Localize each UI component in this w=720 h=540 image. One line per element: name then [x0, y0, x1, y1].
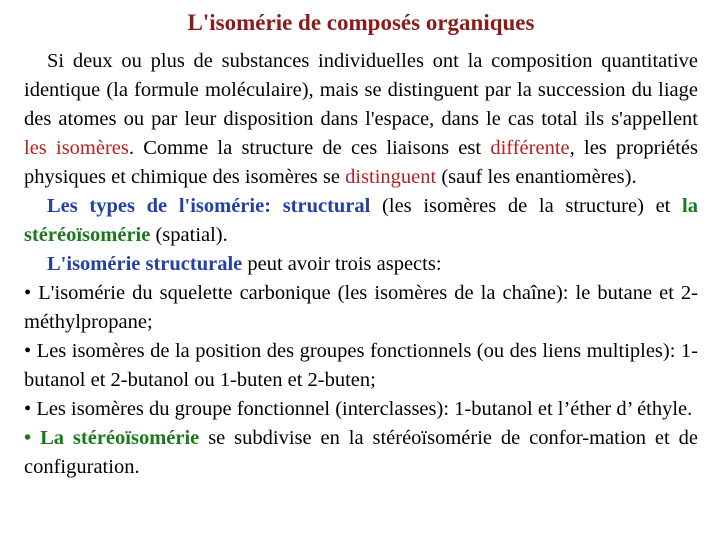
term-structural: structural	[282, 195, 371, 217]
term-stereoisomerie-item: La stéréoïsomérie	[40, 427, 200, 449]
list-item	[24, 337, 698, 395]
types-paragraph	[24, 192, 698, 250]
bullet-icon: •	[24, 340, 32, 362]
bullet-icon: •	[24, 398, 32, 420]
text-run: . Comme la structure de ces liaisons est	[128, 137, 491, 159]
list-item	[24, 424, 698, 482]
text-run: peut avoir trois aspects:	[242, 253, 442, 275]
bullet-icon: •	[24, 282, 32, 304]
bullet-icon: •	[24, 427, 32, 449]
text-run: (les isomères de la structure) et	[370, 195, 683, 217]
list-item-text: se subdivise en la stéréoïsomérie de confor-mation et de configuration.	[24, 427, 698, 478]
structural-paragraph	[24, 250, 698, 279]
term-isomeres: les isomères	[24, 137, 129, 159]
text-run: Si deux ou plus de substances individuelles ont la composition quantitative identique (la formule moléculaire), mais se distinguent par la succession du liage des atomes ou par leur disposition dans l'espace, dans le cas total ils s'appellent	[24, 50, 698, 130]
page-title: L'isomérie de composés organiques	[187, 10, 535, 35]
slide-body	[24, 47, 698, 482]
types-heading: Les types de l'isomérie:	[47, 195, 272, 217]
list-item	[24, 395, 698, 424]
list-item-text: L'isomérie du squelette carbonique (les isomères de la chaîne): le butane et 2-méthylpropane;	[24, 282, 699, 333]
term-differente: différente	[490, 137, 570, 159]
term-isomerie-structurale: L'isomérie structurale	[47, 253, 243, 275]
term-distinguent: distinguent	[345, 166, 437, 188]
text-run: (sauf les enantiomères).	[436, 166, 637, 188]
list-item	[24, 279, 698, 337]
text-run: (spatial).	[150, 224, 228, 246]
list-item-text: Les isomères du groupe fonctionnel (interclasses): 1-butanol et l’éther d’ éthyle.	[36, 398, 693, 420]
text-run: , les propriétés physiques et chimique des isomères se	[24, 137, 698, 188]
term-stereoisomerie: la stéréoïsomérie	[24, 195, 698, 246]
definition-paragraph	[24, 47, 698, 192]
list-item-text: Les isomères de la position des groupes fonctionnels (ou des liens multiples): 1-butanol et 2-butanol ou 1-buten et 2-buten;	[24, 340, 698, 391]
